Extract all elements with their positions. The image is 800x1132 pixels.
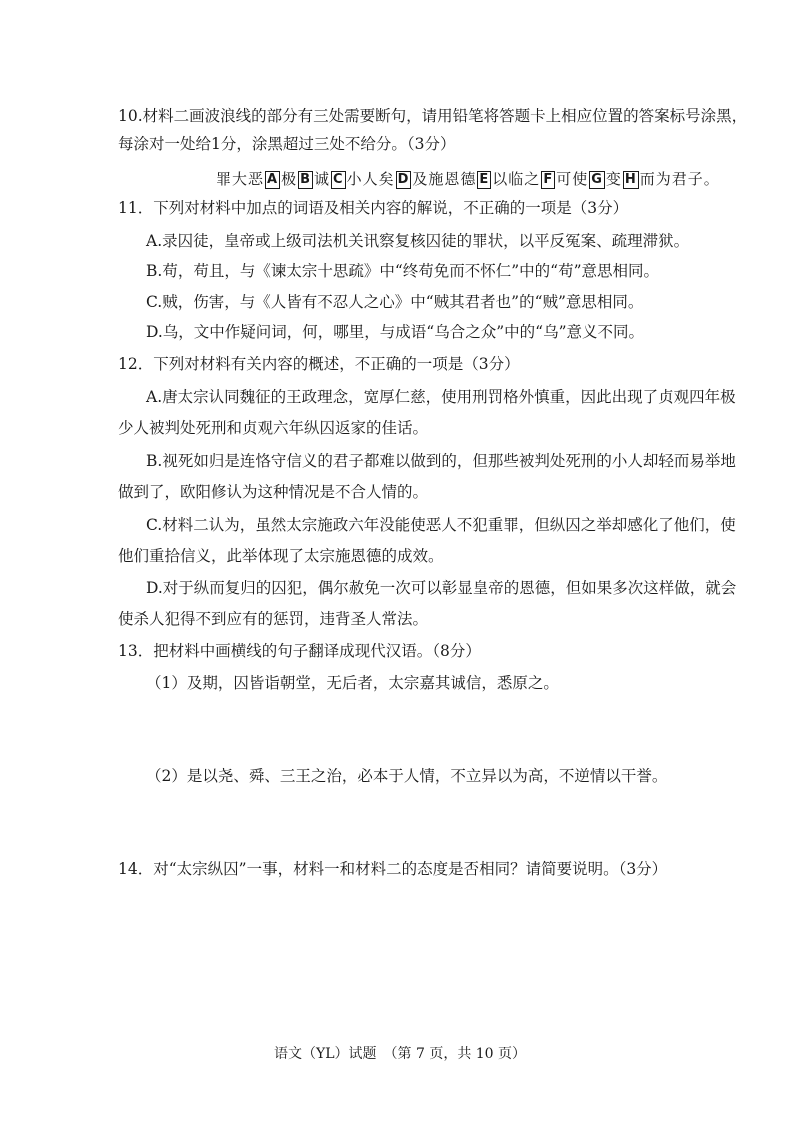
q11-stem: 11．下列对材料中加点的词语及相关内容的解说，不正确的一项是（3分） [118,199,629,217]
sentence-segment: 而为君子。 [639,170,720,188]
answer-box-b: B [300,172,312,187]
sentence-segment: 变 [605,170,622,188]
q10-stem-line2: 每涂对一处给1分，涂黑超过三处不给分。（3分） [118,135,456,153]
q12-option-b-line1: B.视死如归是连恪守信义的君子都难以做到的，但那些被判处死刑的小人却轻而易举地 [146,452,736,470]
q12-option-b-line2: 做到了，欧阳修认为这种情况是不合人情的。 [118,483,429,501]
q13-sentence-1: （1）及期，囚皆诣朝堂，无后者，太宗嘉其诚信，悉原之。 [146,674,559,692]
page-footer: 语文（YL）试题 （第 7 页，共 10 页） [273,1046,527,1062]
q11-option-d: D.乌，文中作疑问词，何，哪里，与成语“乌合之众”中的“乌”意义不同。 [146,323,645,341]
answer-box-h: H [624,172,637,187]
q12-option-d-line1: D.对于纵而复归的囚犯，偶尔赦免一次可以彰显皇帝的恩德，但如果多次这样做，就会 [146,579,737,597]
answer-box-a: A [267,172,279,187]
sentence-segment: 极 [281,170,298,188]
q12-option-d-line2: 使杀人犯得不到应有的惩罚，违背圣人常法。 [118,610,429,628]
q10-sentence [216,169,720,189]
sentence-segment: 罪大恶 [216,170,265,188]
q11-option-a: A.录囚徒，皇帝或上级司法机关讯察复核囚徒的罪状，以平反冤案、疏理滞狱。 [146,232,690,250]
answer-box-d: D [397,172,410,187]
sentence-segment: 以临之 [492,170,541,188]
q12-stem: 12．下列对材料有关内容的概述，不正确的一项是（3分） [118,355,520,373]
sentence-segment: 小人矣 [346,170,395,188]
sentence-segment: 及施恩德 [412,170,477,188]
answer-box-f: F [543,172,554,187]
q10-stem-line1: 10.材料二画波浪线的部分有三处需要断句，请用铅笔将答题卡上相应位置的答案标号涂黑， [118,107,748,125]
q12-option-a-line2: 少人被判处死刑和贞观六年纵囚返家的佳话。 [118,419,429,437]
q11-option-c: C.贼，伤害，与《人皆有不忍人之心》中“贼其君者也”的“贼”意思相同。 [146,293,644,311]
q12-option-c-line2: 他们重拾信义，此举体现了太宗施恩德的成效。 [118,547,444,565]
answer-box-c: C [333,172,344,187]
sentence-segment: 可使 [556,170,589,188]
q11-option-b: B.苟，苟且，与《谏太宗十思疏》中“终苟免而不怀仁”中的“苟”意思相同。 [146,262,660,280]
answer-box-g: G [591,172,603,187]
q12-option-c-line1: C.材料二认为，虽然太宗施政六年没能使恶人不犯重罪，但纵囚之举却感化了他们，使 [146,516,736,534]
q14-stem: 14．对“太宗纵囚”一事，材料一和材料二的态度是否相同？请简要说明。（3分） [118,860,668,878]
q13-stem: 13．把材料中画横线的句子翻译成现代汉语。（8分） [118,642,481,660]
answer-box-e: E [479,172,490,187]
q12-option-a-line1: A.唐太宗认同魏征的王政理念，宽厚仁慈，使用刑罚格外慎重，因此出现了贞观四年极 [146,388,736,406]
q13-sentence-2: （2）是以尧、舜、三王之治，必本于人情，不立异以为高，不逆情以干誉。 [146,767,668,785]
sentence-segment: 诚 [314,170,331,188]
